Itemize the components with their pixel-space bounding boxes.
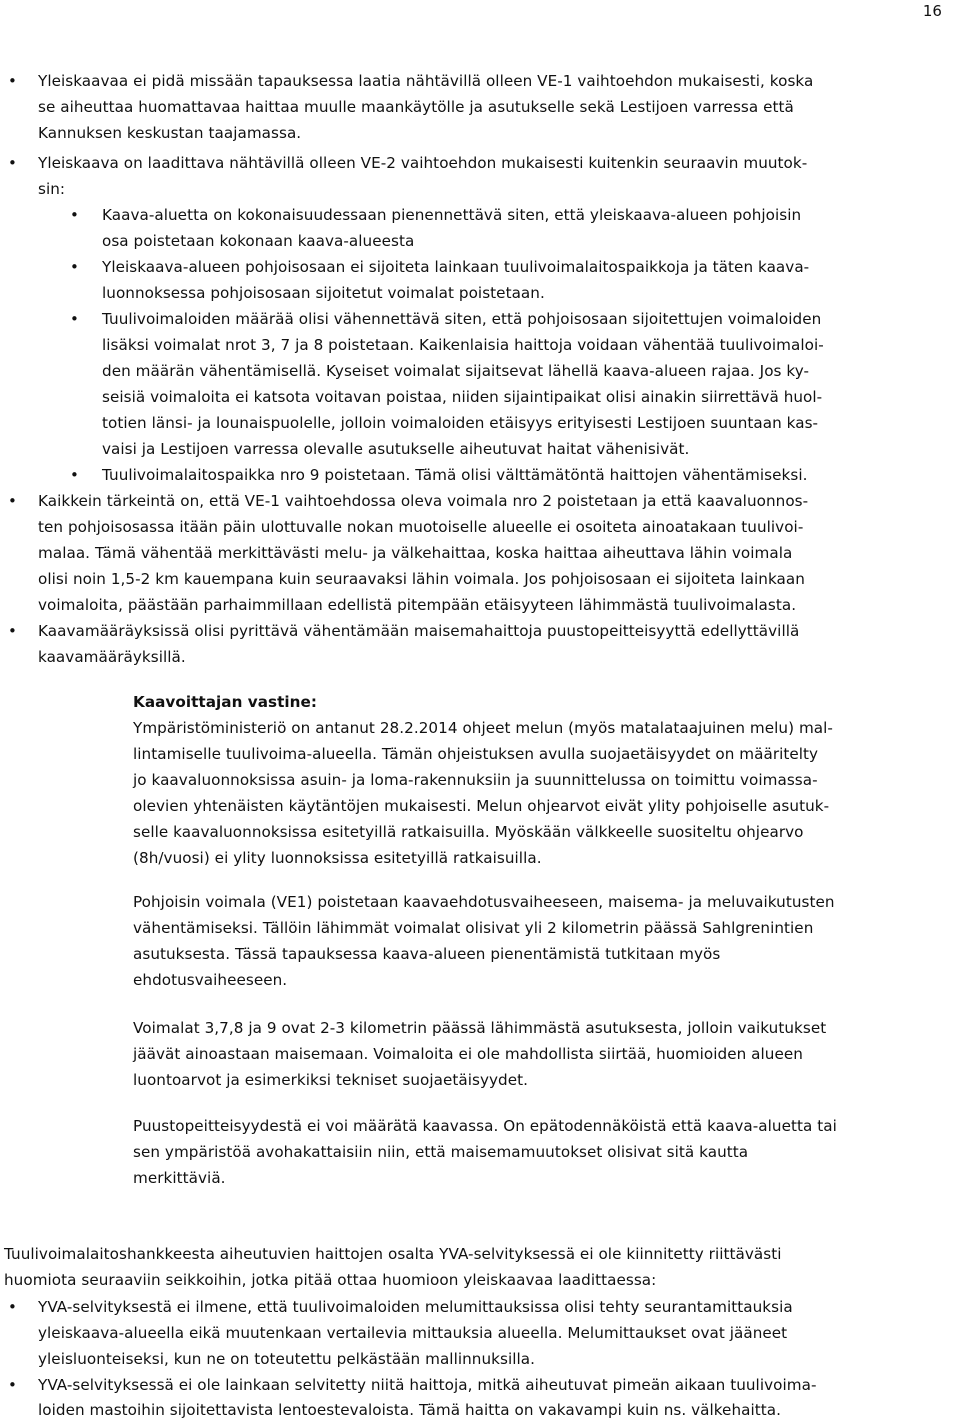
text-line: huomiota seuraaviin seikkoihin, jotka pitää ottaa huomioon yleiskaavaa laadittaessa: [4, 1271, 657, 1289]
page-number: 16 [922, 2, 942, 20]
text-line: merkittäviä. [133, 1169, 226, 1187]
text-line: Tuulivoimaloiden määrää olisi vähennettävä siten, että pohjoisosaan sijoitettujen voimaloiden [102, 310, 822, 328]
sub-bullet-icon: • [70, 310, 79, 328]
text-line: Tuulivoimalaitoshankkeesta aiheutuvien haittojen osalta YVA-selvityksessä ei ole kiinnitetty riittävästi [4, 1245, 782, 1263]
text-line: ehdotusvaiheeseen. [133, 971, 288, 989]
text-line: luonnoksessa pohjoisosaan sijoitetut voimalat poistetaan. [102, 284, 545, 302]
text-line: osa poistetaan kokonaan kaava-alueesta [102, 232, 415, 250]
text-line: jo kaavaluonnoksissa asuin- ja loma-rakennuksiin ja suunnittelussa on toimittu voimassa- [133, 771, 818, 789]
text-line: Puustopeitteisyydestä ei voi määrätä kaavassa. On epätodennäköistä että kaava-aluetta tai [133, 1117, 837, 1135]
text-line: jäävät ainoastaan maisemaan. Voimaloita ei ole mahdollista siirtää, huomioiden alueen [133, 1045, 803, 1063]
text-line: sen ympäristöä avohakattaisiin niin, että maisemamuutokset olisivat sitä kautta [133, 1143, 749, 1161]
text-line: vaisi ja Lestijoen varressa olevalle asutukselle aiheutuvat haitat vähenisivät. [102, 440, 690, 458]
text-line: Kannuksen keskustan taajamassa. [38, 124, 302, 142]
text-line: vähentämiseksi. Tällöin lähimmät voimalat olisivat yli 2 kilometrin päässä Sahlgrenintien [133, 919, 814, 937]
sub-bullet-icon: • [70, 466, 79, 484]
text-line: se aiheuttaa huomattavaa haittaa muulle maankäytölle ja asutukselle sekä Lestijoen varressa että [38, 98, 794, 116]
text-line: kaavamääräyksillä. [38, 648, 186, 666]
text-line: asutuksesta. Tässä tapauksessa kaava-alueen pienentämistä tutkitaan myös [133, 945, 721, 963]
text-line: Yleiskaava on laadittava nähtävillä olleen VE-2 vaihtoehdon mukaisesti kuitenkin seuraavin muutok- [38, 154, 808, 172]
text-line: (8h/vuosi) ei ylity luonnoksissa esitetyillä ratkaisuilla. [133, 849, 542, 867]
text-line: lisäksi voimalat nrot 3, 7 ja 8 poistetaan. Kaikenlaisia haittoja voidaan vähentää tuulivoimaloi- [102, 336, 824, 354]
response-heading: Kaavoittajan vastine: [133, 693, 318, 711]
bullet-icon: • [8, 1298, 17, 1316]
text-line: Voimalat 3,7,8 ja 9 ovat 2-3 kilometrin päässä lähimmästä asutuksesta, jolloin vaikutukset [133, 1019, 827, 1037]
text-line: seisiä voimaloita ei katsota voitavan poistaa, niiden sijaintipaikat olisi ainakin siirrettävä huol- [102, 388, 823, 406]
bullet-icon: • [8, 492, 17, 510]
text-line: YVA-selvityksessä ei ole lainkaan selvitetty niitä haittoja, mitkä aiheutuvat pimeän aikaan tuulivoima- [38, 1376, 817, 1394]
text-line: Ympäristöministeriö on antanut 28.2.2014 ohjeet melun (myös matalataajuinen melu) mal- [133, 719, 833, 737]
text-line: totien länsi- ja lounaispuolelle, jolloin voimaloiden etäisyys erityisesti Lestijoen suuntaan kas- [102, 414, 819, 432]
text-line: Kaava-aluetta on kokonaisuudessaan pienennettävä siten, että yleiskaava-alueen pohjoisin [102, 206, 802, 224]
text-line: loiden mastoihin sijoitettavista lentoestevaloista. Tämä haitta on vakavampi kuin ns. välkehaitta. [38, 1401, 781, 1419]
text-line: Yleiskaava-alueen pohjoisosaan ei sijoiteta lainkaan tuulivoimalaitospaikkoja ja täten kaava- [102, 258, 810, 276]
text-line: yleiskaava-alueella eikä muutenkaan vertailevia mittauksia alueella. Melumittaukset ovat jääneet [38, 1324, 788, 1342]
bullet-icon: • [8, 72, 17, 90]
bullet-icon: • [8, 1376, 17, 1394]
text-line: olevien yhtenäisten käytäntöjen mukaisesti. Melun ohjearvot eivät ylity pohjoiselle asutuk- [133, 797, 830, 815]
text-line: Kaikkein tärkeintä on, että VE-1 vaihtoehdossa oleva voimala nro 2 poistetaan ja että kaavaluonnos- [38, 492, 809, 510]
bullet-icon: • [8, 622, 17, 640]
text-line: den määrän vähentämisellä. Kyseiset voimalat sijaitsevat lähellä kaava-alueen rajaa. Jos ky- [102, 362, 809, 380]
text-line: ten pohjoisosassa itään päin ulottuvalle nokan muotoiselle alueelle ei osoiteta ainoatakaan tuulivoi- [38, 518, 804, 536]
text-line: Kaavamääräyksissä olisi pyrittävä vähentämään maisemahaittoja puustopeitteisyyttä edellyttävillä [38, 622, 800, 640]
text-line: sin: [38, 180, 66, 198]
sub-bullet-icon: • [70, 258, 79, 276]
text-line: voimaloita, päästään parhaimmillaan edellistä pitempään etäisyyteen lähimmästä tuulivoimalasta. [38, 596, 797, 614]
text-line: malaa. Tämä vähentää merkittävästi melu- ja välkehaittaa, koska haittaa aiheuttava lähin voimala [38, 544, 793, 562]
text-line: olisi noin 1,5-2 km kauempana kuin seuraavaksi lähin voimala. Jos pohjoisosaan ei sijoiteta lainkaan [38, 570, 805, 588]
text-line: lintamiselle tuulivoima-alueella. Tämän ohjeistuksen avulla suojaetäisyydet on määritelty [133, 745, 819, 763]
text-line: luontoarvot ja esimerkiksi tekniset suojaetäisyydet. [133, 1071, 529, 1089]
text-line: Yleiskaavaa ei pidä missään tapauksessa laatia nähtävillä olleen VE-1 vaihtoehdon mukaisesti, koska [38, 72, 814, 90]
text-line: Pohjoisin voimala (VE1) poistetaan kaavaehdotusvaiheeseen, maisema- ja meluvaikutusten [133, 893, 835, 911]
bullet-icon: • [8, 154, 17, 172]
text-line: Tuulivoimalaitospaikka nro 9 poistetaan. Tämä olisi välttämätöntä haittojen vähentämiseksi. [102, 466, 808, 484]
text-line: YVA-selvityksestä ei ilmene, että tuulivoimaloiden melumittauksissa olisi tehty seurantamittauksia [38, 1298, 793, 1316]
text-line: selle kaavaluonnoksissa esitetyillä ratkaisuilla. Myöskään välkkeelle suositeltu ohjearvo [133, 823, 804, 841]
sub-bullet-icon: • [70, 206, 79, 224]
text-line: yleisluonteiseksi, kun ne on toteutettu pelkästään mallinnuksilla. [38, 1350, 535, 1368]
